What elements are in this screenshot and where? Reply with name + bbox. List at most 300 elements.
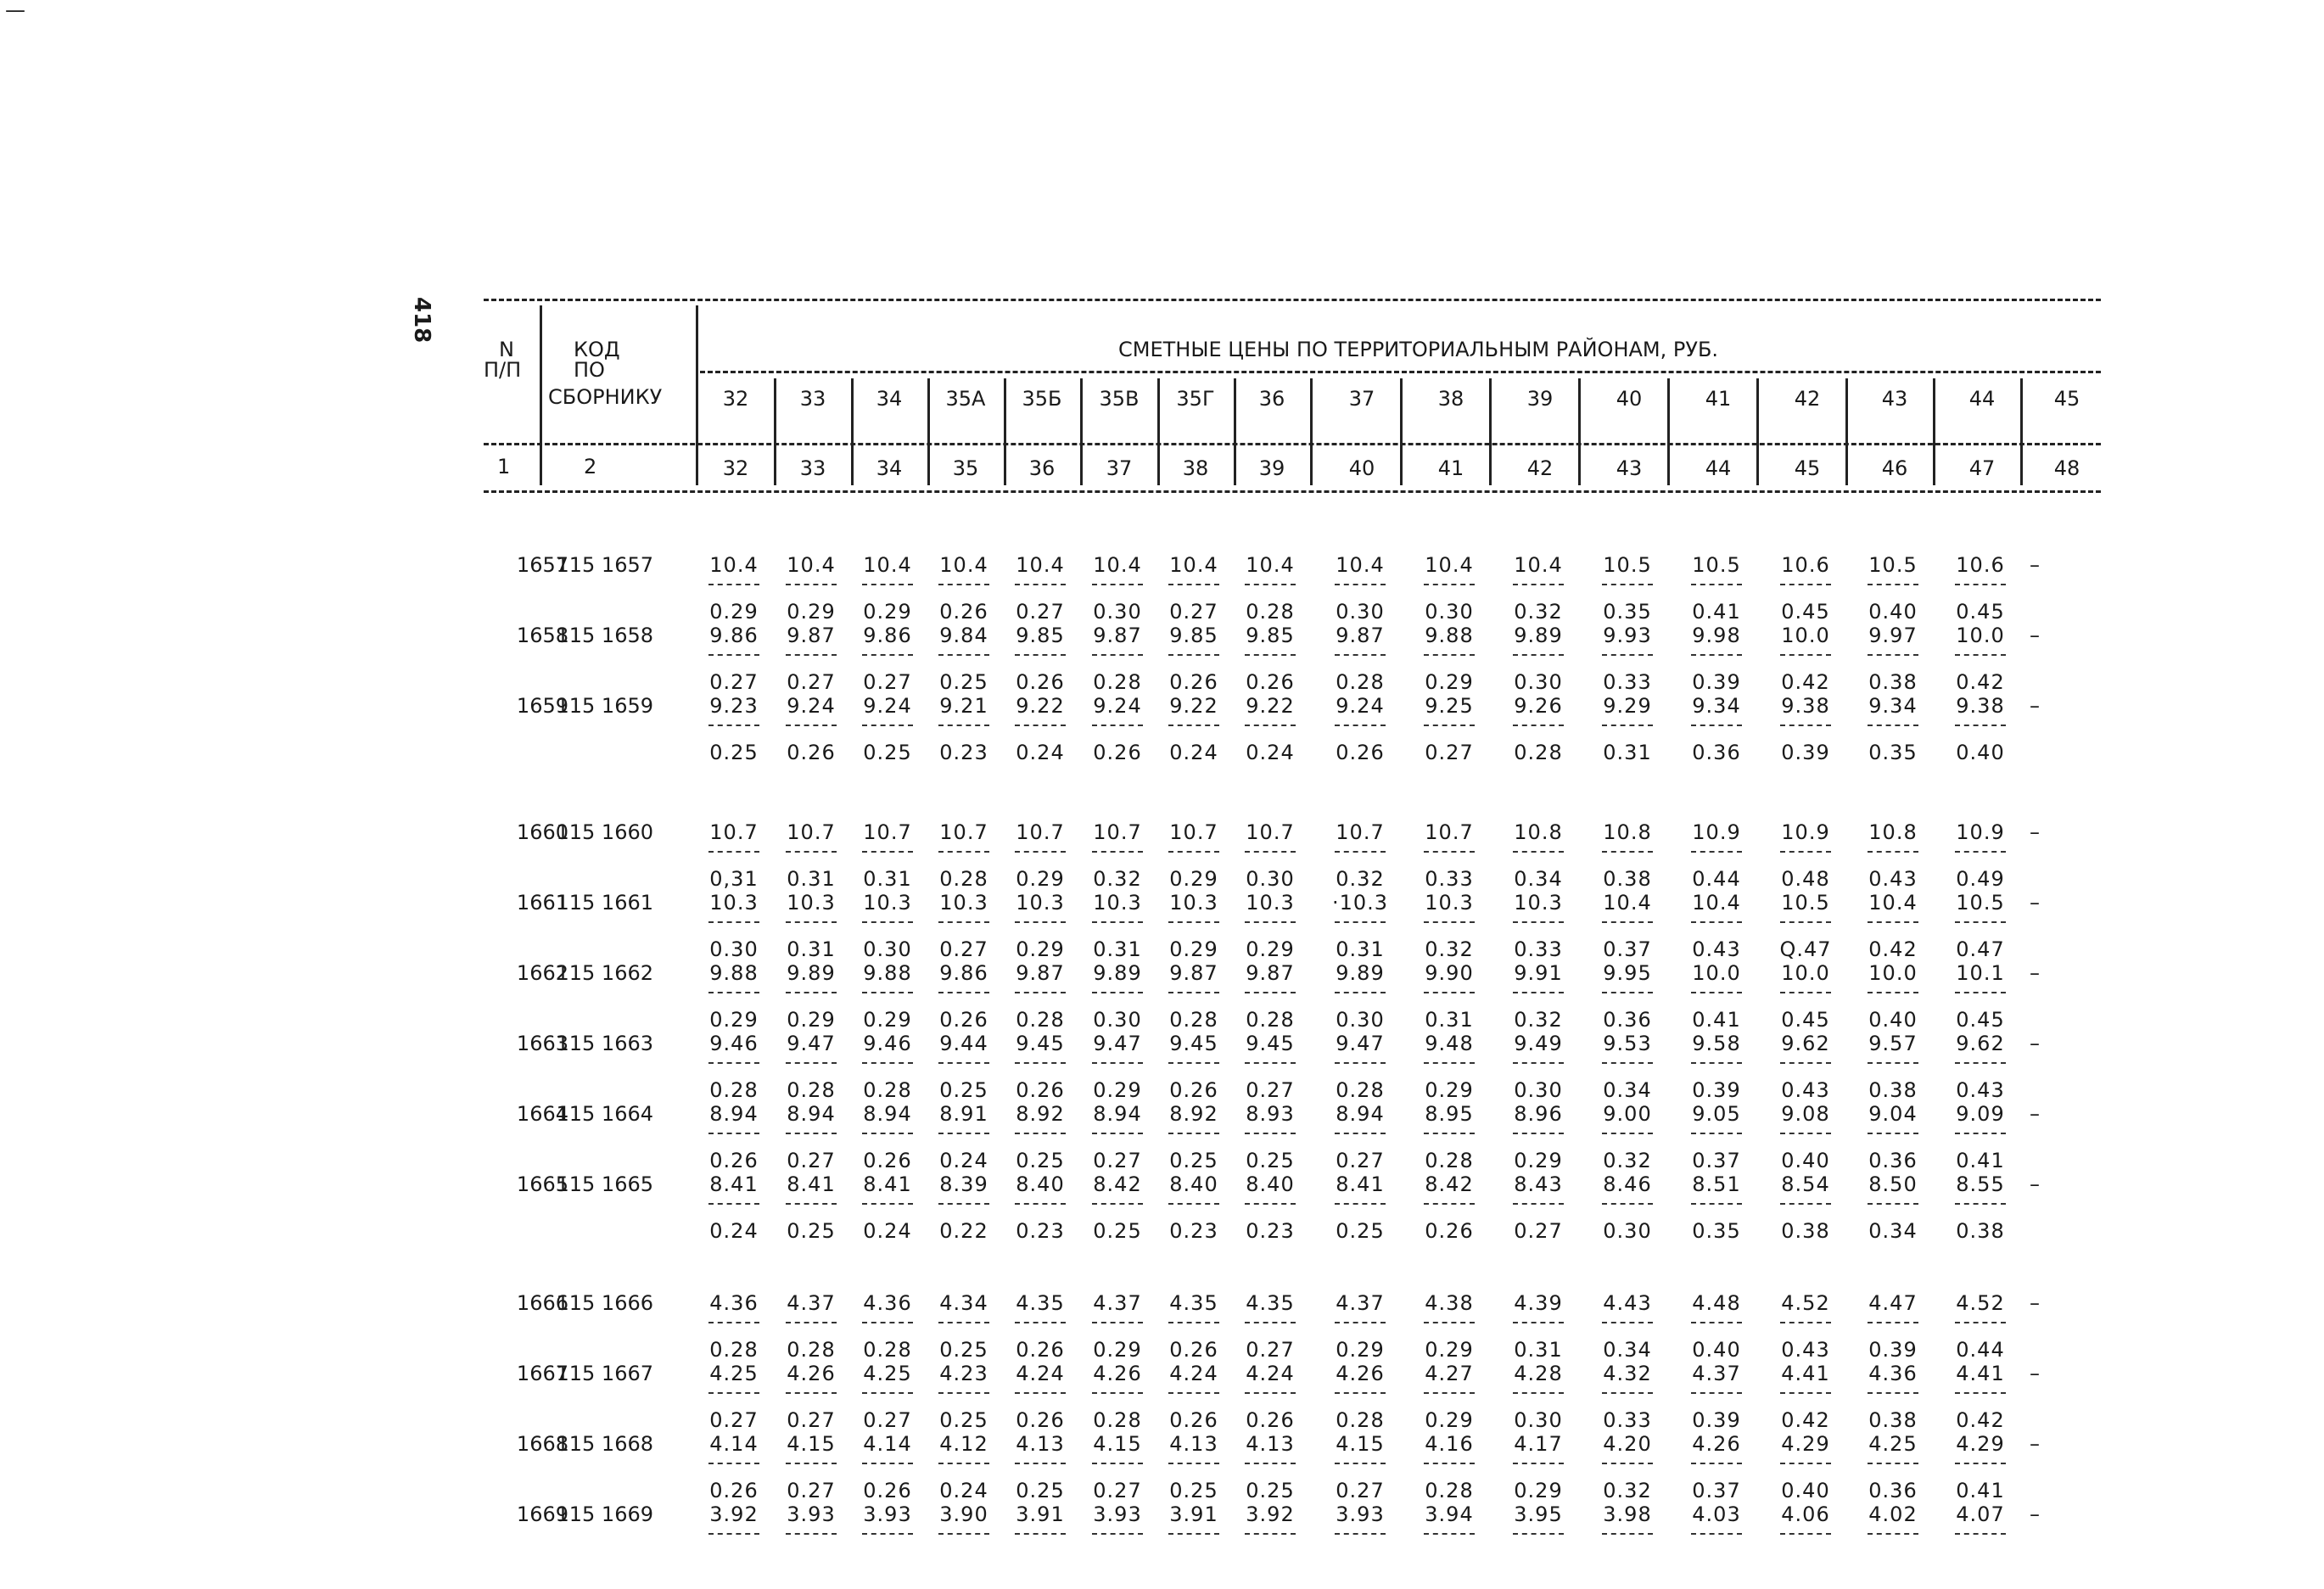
cell-value: 8.42: [1093, 1172, 1142, 1196]
fraction-bar: [1424, 992, 1475, 993]
cell-top-value: 0.33: [1603, 670, 1652, 694]
cell-value: 9.89: [1514, 624, 1563, 647]
fraction-bar: [1691, 1203, 1742, 1205]
cell-value: 4.47: [1868, 1291, 1918, 1315]
fraction-bar: [1602, 1203, 1653, 1205]
fraction-bar: [1245, 851, 1296, 853]
fraction-bar: [1868, 851, 1918, 853]
cell-top-value: 0.37: [1603, 937, 1652, 961]
fraction-bar: [938, 992, 989, 993]
cell-value: 4.24: [1169, 1362, 1218, 1385]
region-header-17: 45: [2053, 387, 2080, 411]
fraction-bar: [1245, 1062, 1296, 1064]
cell-value: 9.47: [1336, 1032, 1385, 1055]
cell-top-value: 0.45: [1781, 600, 1830, 624]
fraction-bar: [1092, 1203, 1143, 1205]
cell-top-value: 0.28: [863, 1338, 912, 1362]
cell-value: 4.37: [787, 1291, 836, 1315]
cell-value: 9.89: [1336, 961, 1385, 985]
fraction-bar: [1015, 1322, 1066, 1323]
cell-value: 4.12: [939, 1432, 988, 1456]
column-index-13: 44: [1705, 456, 1732, 480]
row-number: 1662: [516, 961, 568, 985]
cell-top-value: 0.41: [1956, 1479, 2005, 1502]
cell-value: 10.0: [1781, 624, 1830, 647]
cell-bottom-value: 0.25: [1336, 1219, 1385, 1243]
cell-value: 8.41: [709, 1172, 759, 1196]
fraction-bar: [1602, 654, 1653, 656]
cell-top-value: 0.43: [1956, 1078, 2005, 1102]
fraction-bar: [862, 1203, 913, 1205]
cell-value: 4.35: [1016, 1291, 1065, 1315]
fraction-bar: [1168, 1322, 1219, 1323]
cell-value: 4.29: [1781, 1432, 1830, 1456]
cell-value: 8.50: [1868, 1172, 1918, 1196]
fraction-bar: [1245, 992, 1296, 993]
cell-value: 9.46: [863, 1032, 912, 1055]
cell-value: 10.5: [1868, 553, 1918, 577]
cell-value: 9.21: [939, 694, 988, 718]
cell-top-value: 0.27: [863, 670, 912, 694]
fraction-bar: [1335, 725, 1386, 726]
fraction-bar: [1780, 654, 1831, 656]
cell-top-value: 0.31: [787, 937, 836, 961]
fraction-bar: [1245, 1392, 1296, 1394]
fraction-bar: [1691, 1133, 1742, 1134]
cell-value: 4.15: [1336, 1432, 1385, 1456]
cell-value: 4.13: [1016, 1432, 1065, 1456]
cell-value: 10.0: [1868, 961, 1918, 985]
cell-top-value: 0.29: [1514, 1479, 1563, 1502]
cell-top-value: 0.25: [1246, 1479, 1295, 1502]
cell-top-value: 0.38: [1868, 1408, 1918, 1432]
cell-value: 9.38: [1781, 694, 1830, 718]
region-divider: [1756, 378, 1759, 485]
fraction-bar: [786, 1203, 837, 1205]
cell-value: 8.55: [1956, 1172, 2005, 1196]
cell-top-value: 0.30: [1425, 600, 1474, 624]
fraction-bar: [1092, 1062, 1143, 1064]
fraction-bar: [1245, 1203, 1296, 1205]
fraction-bar: [1780, 584, 1831, 585]
cell-top-value: 0.30: [1093, 1008, 1142, 1032]
cell-value: 9.87: [1246, 961, 1295, 985]
fraction-bar: [1335, 584, 1386, 585]
cell-value: 10.4: [1169, 553, 1218, 577]
fraction-bar: [1691, 1392, 1742, 1394]
cell-value: 9.24: [863, 694, 912, 718]
cell-value: 10.4: [1868, 891, 1918, 915]
cell-value: 8.94: [709, 1102, 759, 1126]
cell-top-value: 0.26: [1169, 1338, 1218, 1362]
cell-bottom-value: 0.24: [1246, 741, 1295, 764]
fraction-bar: [1245, 584, 1296, 585]
fraction-bar: [1168, 1203, 1219, 1205]
fraction-bar: [1424, 851, 1475, 853]
fraction-bar: [786, 1133, 837, 1134]
row-end-mark: –: [2030, 694, 2040, 718]
cell-bottom-value: 0.25: [709, 741, 759, 764]
fraction-bar: [1424, 654, 1475, 656]
fraction-bar: [708, 851, 759, 853]
fraction-bar: [708, 1062, 759, 1064]
column-index-14: 45: [1794, 456, 1821, 480]
fraction-bar: [1015, 1203, 1066, 1205]
cell-top-value: 0.42: [1956, 670, 2005, 694]
fraction-bar: [1691, 654, 1742, 656]
fraction-bar: [1868, 1062, 1918, 1064]
fraction-bar: [1513, 851, 1564, 853]
fraction-bar: [1868, 1533, 1918, 1535]
fraction-bar: [1602, 725, 1653, 726]
fraction-bar: [708, 1463, 759, 1464]
cell-top-value: 0.39: [1692, 1078, 1741, 1102]
cell-bottom-value: 0.40: [1956, 741, 2005, 764]
cell-value: 9.86: [863, 624, 912, 647]
cell-top-value: 0.42: [1781, 670, 1830, 694]
cell-value: 8.42: [1425, 1172, 1474, 1196]
header-mid-rule: [484, 443, 2101, 445]
cell-value: 4.38: [1425, 1291, 1474, 1315]
cell-top-value: 0.40: [1868, 600, 1918, 624]
fraction-bar: [1015, 1133, 1066, 1134]
cell-top-value: 0.25: [939, 670, 988, 694]
fraction-bar: [1868, 1463, 1918, 1464]
cell-top-value: 0.31: [1425, 1008, 1474, 1032]
cell-value: 4.14: [709, 1432, 759, 1456]
cell-top-value: 0.30: [1514, 1408, 1563, 1432]
fraction-bar: [1092, 992, 1143, 993]
fraction-bar: [786, 1533, 837, 1535]
region-header-4: 35А: [945, 387, 986, 411]
cell-value: 8.40: [1016, 1172, 1065, 1196]
cell-value: 9.25: [1425, 694, 1474, 718]
cell-value: 9.00: [1603, 1102, 1652, 1126]
cell-top-value: 0.41: [1692, 600, 1741, 624]
row-code: 115 1661: [556, 891, 653, 915]
cell-value: 8.40: [1246, 1172, 1295, 1196]
fraction-bar: [1335, 654, 1386, 656]
cell-value: 10.4: [709, 553, 759, 577]
cell-value: 4.32: [1603, 1362, 1652, 1385]
cell-top-value: 0.36: [1868, 1149, 1918, 1172]
fraction-bar: [1955, 921, 2006, 923]
cell-value: 4.17: [1514, 1432, 1563, 1456]
cell-top-value: 0.27: [787, 1479, 836, 1502]
fraction-bar: [786, 1463, 837, 1464]
fraction-bar: [862, 1392, 913, 1394]
cell-top-value: 0.28: [1336, 1078, 1385, 1102]
fraction-bar: [1602, 1533, 1653, 1535]
row-end-mark: –: [2030, 624, 2040, 647]
cell-top-value: 0.27: [1336, 1479, 1385, 1502]
fraction-bar: [1424, 1203, 1475, 1205]
fraction-bar: [862, 725, 913, 726]
cell-top-value: 0.34: [1603, 1078, 1652, 1102]
fraction-bar: [862, 1533, 913, 1535]
fraction-bar: [1602, 1062, 1653, 1064]
cell-top-value: 0.45: [1956, 600, 2005, 624]
fraction-bar: [938, 584, 989, 585]
row-number: 1657: [516, 553, 568, 577]
fraction-bar: [938, 1203, 989, 1205]
cell-top-value: 0.27: [1016, 600, 1065, 624]
cell-top-value: 0.43: [1781, 1338, 1830, 1362]
fraction-bar: [1868, 921, 1918, 923]
fraction-bar: [708, 921, 759, 923]
cell-top-value: 0.29: [709, 600, 759, 624]
fraction-bar: [1245, 1463, 1296, 1464]
cell-value: 3.90: [939, 1502, 988, 1526]
fraction-bar: [1015, 992, 1066, 993]
cell-top-value: 0.33: [1603, 1408, 1652, 1432]
fraction-bar: [1424, 1463, 1475, 1464]
cell-top-value: 0.42: [1781, 1408, 1830, 1432]
cell-top-value: 0.32: [1336, 867, 1385, 891]
cell-bottom-value: 0.24: [1016, 741, 1065, 764]
cell-value: 8.94: [1336, 1102, 1385, 1126]
cell-top-value: 0.25: [1246, 1149, 1295, 1172]
cell-top-value: 0.28: [787, 1338, 836, 1362]
fraction-bar: [1955, 1062, 2006, 1064]
cell-value: 4.43: [1603, 1291, 1652, 1315]
fraction-bar: [1868, 1322, 1918, 1323]
cell-top-value: 0.29: [1093, 1338, 1142, 1362]
cell-value: 10.3: [1246, 891, 1295, 915]
fraction-bar: [862, 584, 913, 585]
cell-value: 10.0: [1956, 624, 2005, 647]
cell-bottom-value: 0.31: [1603, 741, 1652, 764]
cell-value: 4.13: [1246, 1432, 1295, 1456]
header-code-line2: ПО: [574, 358, 605, 382]
cell-top-value: 0.28: [1246, 600, 1295, 624]
cell-top-value: 0.31: [1336, 937, 1385, 961]
fraction-bar: [1691, 992, 1742, 993]
region-divider: [1845, 378, 1848, 485]
fraction-bar: [1868, 1203, 1918, 1205]
cell-value: 9.87: [1169, 961, 1218, 985]
fraction-bar: [862, 992, 913, 993]
cell-bottom-value: 0.34: [1868, 1219, 1918, 1243]
cell-value: 9.29: [1603, 694, 1652, 718]
cell-top-value: 0.26: [1169, 1408, 1218, 1432]
fraction-bar: [1424, 1133, 1475, 1134]
cell-top-value: 0.27: [1246, 1338, 1295, 1362]
cell-value: 9.34: [1868, 694, 1918, 718]
fraction-bar: [1602, 1392, 1653, 1394]
cell-value: 8.40: [1169, 1172, 1218, 1196]
cell-value: 9.95: [1603, 961, 1652, 985]
cell-value: 9.22: [1169, 694, 1218, 718]
cell-top-value: 0.40: [1868, 1008, 1918, 1032]
cell-value: 4.52: [1781, 1291, 1830, 1315]
fraction-bar: [1780, 1322, 1831, 1323]
fraction-bar: [1168, 1062, 1219, 1064]
fraction-bar: [1015, 921, 1066, 923]
fraction-bar: [938, 921, 989, 923]
row-number: 1663: [516, 1032, 568, 1055]
cell-top-value: 0.26: [863, 1149, 912, 1172]
region-header-16: 44: [1968, 387, 1996, 411]
cell-top-value: 0.28: [1093, 1408, 1142, 1432]
cell-value: 4.36: [1868, 1362, 1918, 1385]
cell-value: 9.47: [1093, 1032, 1142, 1055]
cell-top-value: 0.28: [1425, 1149, 1474, 1172]
cell-value: 8.41: [1336, 1172, 1385, 1196]
cell-bottom-value: 0.38: [1956, 1219, 2005, 1243]
fraction-bar: [1602, 921, 1653, 923]
region-header-12: 40: [1616, 387, 1643, 411]
header-index-first: 1: [497, 455, 511, 478]
cell-value: 4.20: [1603, 1432, 1652, 1456]
cell-top-value: 0.26: [709, 1149, 759, 1172]
fraction-bar: [1955, 1392, 2006, 1394]
cell-top-value: 0.25: [1016, 1149, 1065, 1172]
cell-top-value: 0.25: [939, 1078, 988, 1102]
row-end-mark: –: [2030, 820, 2040, 844]
cell-value: 9.47: [787, 1032, 836, 1055]
row-number: 1661: [516, 891, 568, 915]
region-divider: [1933, 378, 1935, 485]
fraction-bar: [1691, 1463, 1742, 1464]
cell-value: 3.93: [1336, 1502, 1385, 1526]
region-divider: [1004, 378, 1006, 485]
fraction-bar: [786, 851, 837, 853]
fraction-bar: [1245, 1133, 1296, 1134]
cell-bottom-value: 0.30: [1603, 1219, 1652, 1243]
cell-top-value: 0.27: [1093, 1479, 1142, 1502]
cell-top-value: 0.31: [863, 867, 912, 891]
region-divider: [1234, 378, 1236, 485]
cell-value: 4.24: [1016, 1362, 1065, 1385]
cell-value: 4.27: [1425, 1362, 1474, 1385]
cell-value: 10.3: [709, 891, 759, 915]
cell-top-value: 0.30: [863, 937, 912, 961]
header-code-line1: КОД: [574, 338, 620, 361]
cell-top-value: 0.28: [709, 1338, 759, 1362]
fraction-bar: [708, 584, 759, 585]
cell-value: 4.16: [1425, 1432, 1474, 1456]
fraction-bar: [708, 1203, 759, 1205]
cell-top-value: 0.31: [1093, 937, 1142, 961]
fraction-bar: [1168, 1392, 1219, 1394]
cell-top-value: 0.28: [939, 867, 988, 891]
cell-value: ·10.3: [1331, 891, 1389, 915]
fraction-bar: [1168, 1533, 1219, 1535]
cell-top-value: 0.29: [1425, 1408, 1474, 1432]
fraction-bar: [862, 1322, 913, 1323]
cell-top-value: 0.27: [1336, 1149, 1385, 1172]
fraction-bar: [1335, 921, 1386, 923]
fraction-bar: [1335, 992, 1386, 993]
row-end-mark: –: [2030, 1032, 2040, 1055]
fraction-bar: [1513, 1463, 1564, 1464]
region-header-10: 38: [1437, 387, 1464, 411]
row-end-mark: –: [2030, 1172, 2040, 1196]
cell-value: 4.24: [1246, 1362, 1295, 1385]
cell-bottom-value: 0.25: [1093, 1219, 1142, 1243]
fraction-bar: [1168, 1463, 1219, 1464]
fraction-bar: [708, 1322, 759, 1323]
cell-top-value: 0.38: [1868, 1078, 1918, 1102]
cell-value: 9.24: [787, 694, 836, 718]
region-divider: [2020, 378, 2023, 485]
cell-value: 10.5: [1603, 553, 1652, 577]
fraction-bar: [1245, 725, 1296, 726]
cell-value: 9.87: [1093, 624, 1142, 647]
fraction-bar: [1424, 1322, 1475, 1323]
fraction-bar: [1513, 1392, 1564, 1394]
cell-value: 9.26: [1514, 694, 1563, 718]
fraction-bar: [1245, 654, 1296, 656]
cell-bottom-value: 0.28: [1514, 741, 1563, 764]
row-end-mark: –: [2030, 1432, 2040, 1456]
cell-top-value: 0.27: [787, 1408, 836, 1432]
cell-bottom-value: 0.35: [1868, 741, 1918, 764]
fraction-bar: [1015, 1533, 1066, 1535]
cell-top-value: 0.48: [1781, 867, 1830, 891]
row-code: 115 1658: [556, 624, 653, 647]
fraction-bar: [1780, 851, 1831, 853]
fraction-bar: [708, 1392, 759, 1394]
cell-value: 8.46: [1603, 1172, 1652, 1196]
cell-value: 9.84: [939, 624, 988, 647]
cell-value: 9.97: [1868, 624, 1918, 647]
cell-value: 3.93: [863, 1502, 912, 1526]
cell-top-value: 0.31: [787, 867, 836, 891]
corner-mark: —: [5, 0, 25, 22]
fraction-bar: [1335, 1392, 1386, 1394]
column-index-17: 48: [2053, 456, 2080, 480]
cell-value: 9.85: [1169, 624, 1218, 647]
region-header-5: 35Б: [1022, 387, 1062, 411]
cell-top-value: 0.29: [1016, 867, 1065, 891]
fraction-bar: [938, 851, 989, 853]
region-header-2: 33: [799, 387, 826, 411]
cell-value: 8.94: [787, 1102, 836, 1126]
cell-value: 10.7: [1093, 820, 1142, 844]
column-index-11: 42: [1526, 456, 1554, 480]
cell-top-value: 0.28: [1246, 1008, 1295, 1032]
column-index-4: 35: [952, 456, 979, 480]
cell-value: 9.85: [1016, 624, 1065, 647]
region-header-8: 36: [1258, 387, 1285, 411]
cell-top-value: 0.38: [1868, 670, 1918, 694]
cell-top-value: 0.29: [863, 600, 912, 624]
cell-top-value: 0.25: [939, 1338, 988, 1362]
cell-value: 10.0: [1692, 961, 1741, 985]
cell-value: 9.87: [1336, 624, 1385, 647]
cell-top-value: 0.27: [709, 670, 759, 694]
cell-top-value: 0.27: [1169, 600, 1218, 624]
cell-value: 10.5: [1956, 891, 2005, 915]
region-divider: [1310, 378, 1313, 485]
cell-top-value: 0.28: [1093, 670, 1142, 694]
fraction-bar: [1691, 725, 1742, 726]
cell-top-value: 0.43: [1868, 867, 1918, 891]
region-header-1: 32: [722, 387, 749, 411]
fraction-bar: [1424, 921, 1475, 923]
fraction-bar: [862, 654, 913, 656]
cell-value: 9.57: [1868, 1032, 1918, 1055]
fraction-bar: [1335, 1133, 1386, 1134]
fraction-bar: [1424, 1392, 1475, 1394]
cell-bottom-value: 0.25: [863, 741, 912, 764]
fraction-bar: [1513, 1203, 1564, 1205]
fraction-bar: [1168, 1133, 1219, 1134]
fraction-bar: [1015, 1463, 1066, 1464]
cell-value: 9.89: [1093, 961, 1142, 985]
